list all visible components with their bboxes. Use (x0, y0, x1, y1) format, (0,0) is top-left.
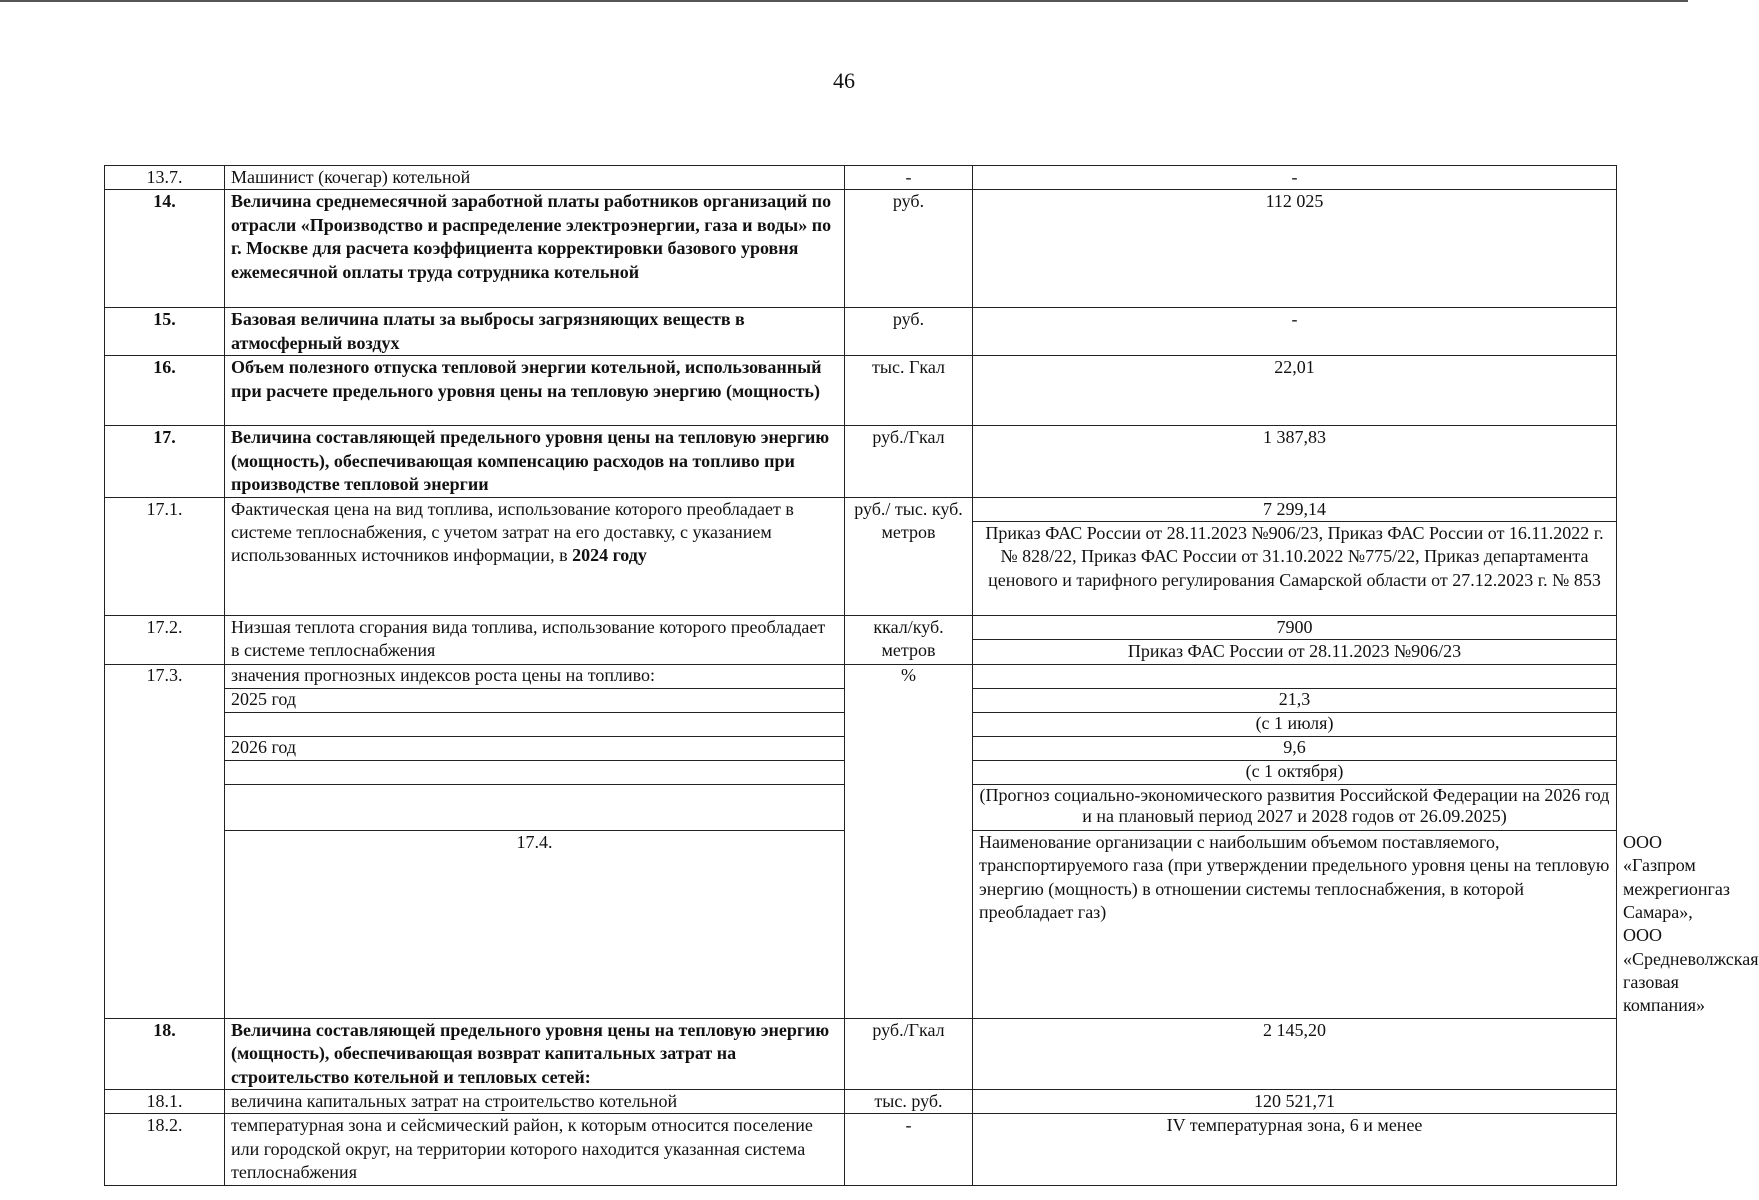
row-value: 7900 (973, 615, 1617, 639)
table-row (105, 166, 1617, 190)
row-unit: ккал/куб. метров (845, 615, 973, 664)
row-number: 13.7. (105, 166, 225, 190)
row-number: 17.2. (105, 615, 225, 664)
row-number: 17. (105, 426, 225, 497)
index-note: (с 1 июля) (973, 712, 1617, 736)
row-name: Наименование организации с наибольшим объемом поставляемого, транспортируемого газа (при утверждении предельного уровня цены на тепловую энергию (мощность) в отношении системы теплоснабжения, в которой преобладает газ) (973, 830, 1617, 1018)
row-value: 22,01 (973, 356, 1617, 426)
row-number: 17.3. (105, 664, 225, 1018)
row-unit: тыс. Гкал (845, 356, 973, 426)
table-row (105, 615, 1617, 639)
table-row (105, 664, 1617, 688)
row-name-text: Фактическая цена на вид топлива, использование которого преобладает в системе теплоснабжения, с учетом затрат на его доставку, с указанием использованных источников информации, в (231, 498, 794, 566)
row-name: Величина среднемесячной заработной платы работников организаций по отрасли «Производство и распределение электроэнергии, газа и воды» по г. Москве для расчета коэффициента корректировки базового уровня ежемесячной оплаты труда сотрудника котельной (225, 190, 845, 308)
row-number: 15. (105, 308, 225, 356)
table-row (105, 356, 1617, 426)
table-row (105, 1114, 1617, 1185)
row-name: Объем полезного отпуска тепловой энергии котельной, использованный при расчете предельного уровня цены на тепловую энергию (мощность) (225, 356, 845, 426)
row-name: Низшая теплота сгорания вида топлива, использование которого преобладает в системе теплоснабжения (225, 615, 845, 664)
row-name: величина капитальных затрат на строительство котельной (225, 1090, 845, 1114)
row-name: Величина составляющей предельного уровня цены на тепловую энергию (мощность), обеспечивающая компенсацию расходов на топливо при производстве тепловой энергии (225, 426, 845, 497)
index-value: 9,6 (973, 736, 1617, 760)
year-label: 2026 год (225, 736, 845, 760)
row-source: (Прогноз социально-экономического развития Российской Федерации на 2026 год и на плановый период 2027 и 2028 годов от 26.09.2025) (973, 784, 1617, 830)
top-scan-edge (0, 0, 1688, 6)
row-unit: руб./ тыс. куб. метров (845, 497, 973, 615)
row-unit: руб. (845, 190, 973, 308)
table-row (105, 1090, 1617, 1114)
row-unit: тыс. руб. (845, 1090, 973, 1114)
row-value: - (973, 308, 1617, 356)
row-unit: - (845, 166, 973, 190)
row-value: - (973, 166, 1617, 190)
row-name (225, 497, 845, 615)
row-name: Величина составляющей предельного уровня цены на тепловую энергию (мощность), обеспечивающая возврат капитальных затрат на строительство котельной и тепловых сетей: (225, 1018, 845, 1089)
row-unit: - (845, 1114, 973, 1185)
tariff-parameters-table (104, 165, 1759, 1186)
empty-cell (225, 712, 845, 736)
row-value: IV температурная зона, 6 и менее (973, 1114, 1617, 1185)
row-unit: % (845, 664, 973, 1018)
row-number: 14. (105, 190, 225, 308)
row-number: 17.1. (105, 497, 225, 615)
row-unit: руб./Гкал (845, 426, 973, 497)
row-value: 1 387,83 (973, 426, 1617, 497)
table-row (105, 497, 1617, 521)
empty-cell (225, 784, 845, 830)
row-name: значения прогнозных индексов роста цены на топливо: (225, 664, 845, 688)
row-name: Базовая величина платы за выбросы загрязняющих веществ в атмосферный воздух (225, 308, 845, 356)
row-number: 18.2. (105, 1114, 225, 1185)
row-value: 120 521,71 (973, 1090, 1617, 1114)
row-unit: руб. (845, 308, 973, 356)
year-label: 2025 год (225, 688, 845, 712)
row-number: 18. (105, 1018, 225, 1089)
row-value: 7 299,14 (973, 497, 1617, 521)
table-row (105, 1018, 1617, 1089)
row-value: 112 025 (973, 190, 1617, 308)
index-value: 21,3 (973, 688, 1617, 712)
row-value: 2 145,20 (973, 1018, 1617, 1089)
row-value-empty (973, 664, 1617, 688)
row-number: 16. (105, 356, 225, 426)
row-number: 18.1. (105, 1090, 225, 1114)
row-name-bold-tail: 2024 году (572, 545, 647, 566)
page-number: 46 (833, 68, 855, 93)
row-name: температурная зона и сейсмический район, к которым относится поселение или городской округ, на территории которого находится указанная система теплоснабжения (225, 1114, 845, 1185)
row-unit: руб./Гкал (845, 1018, 973, 1089)
empty-cell (225, 760, 845, 784)
row-name: Машинист (кочегар) котельной (225, 166, 845, 190)
row-number: 17.4. (225, 830, 845, 1018)
row-source: Приказ ФАС России от 28.11.2023 №906/23, Приказ ФАС России от 16.11.2022 г. № 828/22, Приказ ФАС России от 31.10.2022 №775/22, Приказ департамента ценового и тарифного регулирования Самарской области от 27.12.2023 г. № 853 (973, 521, 1617, 615)
index-note: (с 1 октября) (973, 760, 1617, 784)
row-source: Приказ ФАС России от 28.11.2023 №906/23 (973, 640, 1617, 664)
table-row (105, 308, 1617, 356)
table-row (105, 426, 1617, 497)
table-row: 17.4. Наименование организации с наибольшим объемом поставляемого, транспортируемого газа (при утверждении предельного уровня цены на тепловую энергию (мощность) в отношении системы теплоснабжения, в которой преобладает газ) ООО «Газпром межрегионгаз Самара», ООО «Средневолжская газовая компания» (105, 830, 1617, 1018)
table-row (105, 190, 1617, 308)
